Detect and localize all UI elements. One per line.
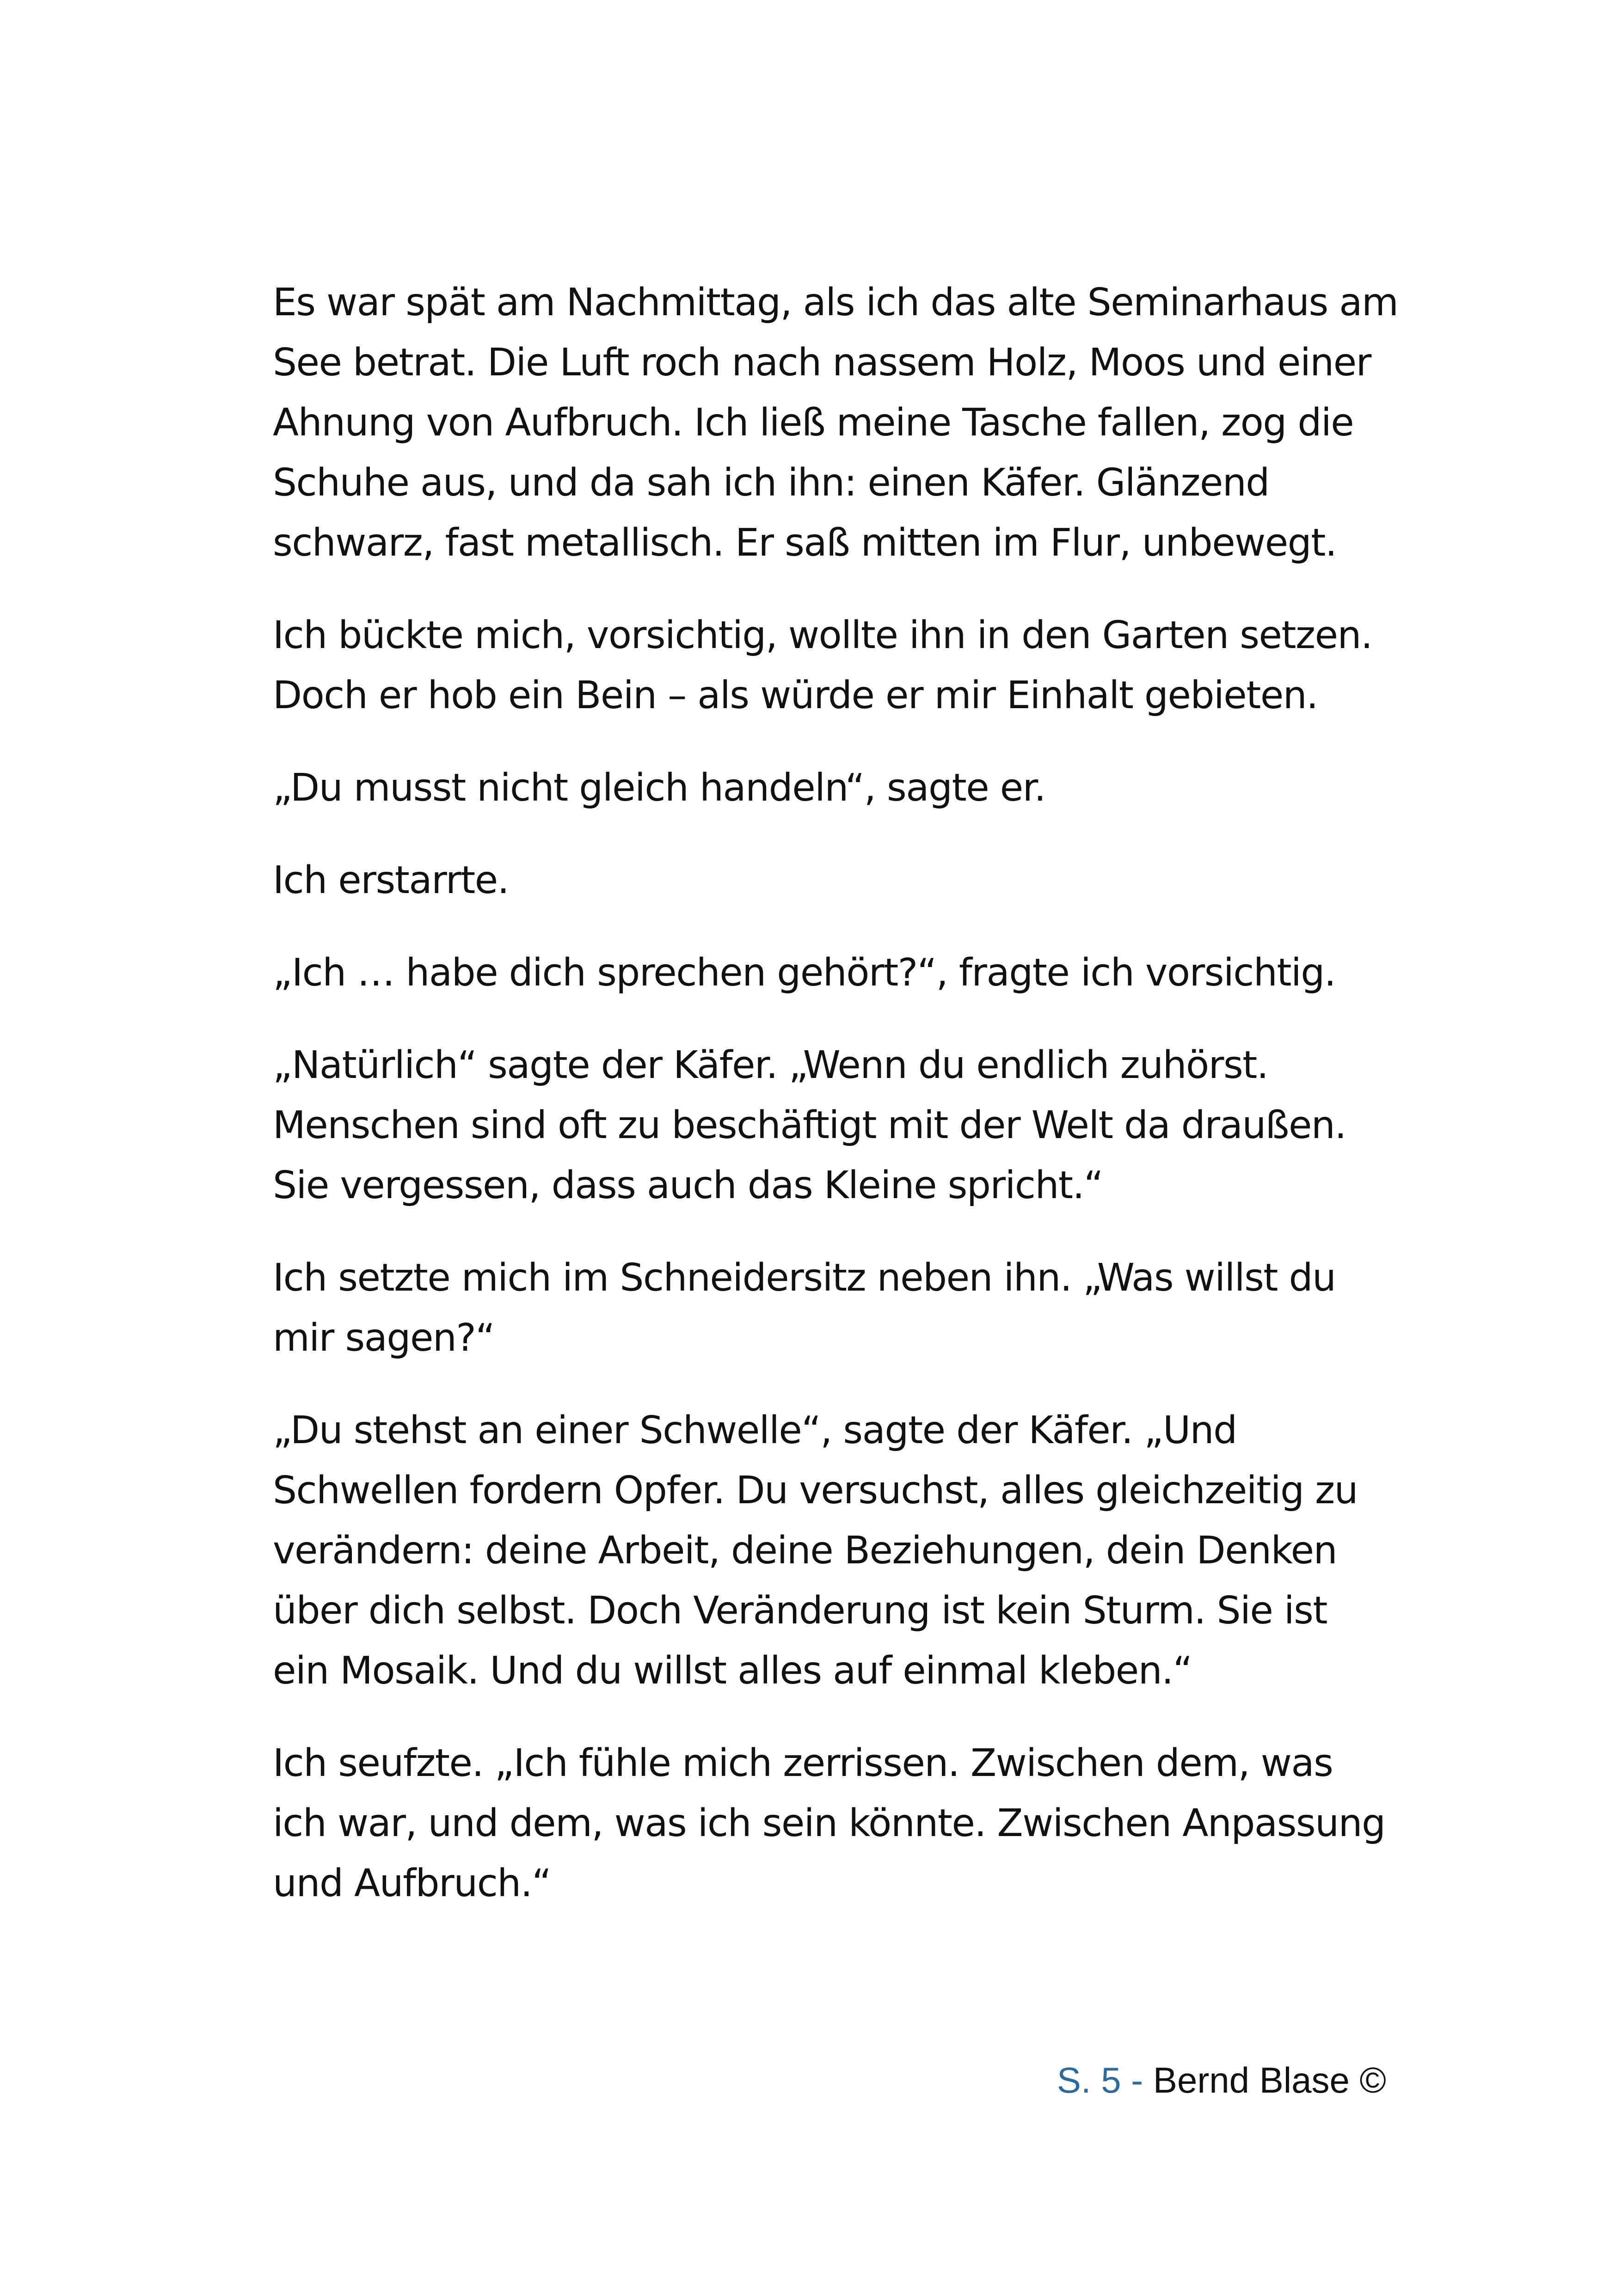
text-line: Schwellen fordern Opfer. Du versuchst, alles gleichzeitig zu — [273, 1469, 1358, 1512]
text-line: und Aufbruch.“ — [273, 1861, 551, 1905]
author-copyright: Bernd Blase © — [1153, 2060, 1386, 2100]
text-line: „Du musst nicht gleich handeln“, sagte er. — [273, 766, 1045, 810]
text-line: Ich setzte mich im Schneidersitz neben ihn. „Was willst du — [273, 1256, 1336, 1300]
text-line: Doch er hob ein Bein – als würde er mir Einhalt gebieten. — [273, 673, 1318, 717]
text-line: Sie vergessen, dass auch das Kleine spricht.“ — [273, 1163, 1103, 1207]
text-line: Ich seufzte. „Ich fühle mich zerrissen. Zwischen dem, was — [273, 1741, 1333, 1785]
text-line: Ich bückte mich, vorsichtig, wollte ihn in den Garten setzen. — [273, 613, 1372, 657]
text-line: Schuhe aus, und da sah ich ihn: einen Käfer. Glänzend — [273, 461, 1269, 505]
text-line: „Du stehst an einer Schwelle“, sagte der Käfer. „Und — [273, 1408, 1237, 1452]
page-number: S. 5 - — [1057, 2060, 1153, 2100]
text-line: „Ich … habe dich sprechen gehört?“, fragte ich vorsichtig. — [273, 951, 1336, 995]
text-line: ein Mosaik. Und du willst alles auf einmal kleben.“ — [273, 1649, 1192, 1693]
text-line: mir sagen?“ — [273, 1316, 495, 1360]
text-line: Menschen sind oft zu beschäftigt mit der Welt da draußen. — [273, 1103, 1346, 1147]
page-footer — [1057, 2057, 1386, 2103]
text-line: ich war, und dem, was ich sein könnte. Zwischen Anpassung — [273, 1801, 1385, 1845]
text-line: „Natürlich“ sagte der Käfer. „Wenn du endlich zuhörst. — [273, 1043, 1268, 1087]
text-line: See betrat. Die Luft roch nach nassem Holz, Moos und einer — [273, 341, 1371, 385]
text-line: schwarz, fast metallisch. Er saß mitten im Flur, unbewegt. — [273, 521, 1337, 565]
text-line: Es war spät am Nachmittag, als ich das alte Seminarhaus am — [273, 281, 1398, 325]
text-line: Ich erstarrte. — [273, 858, 509, 902]
text-line: über dich selbst. Doch Veränderung ist kein Sturm. Sie ist — [273, 1589, 1327, 1633]
text-line: Ahnung von Aufbruch. Ich ließ meine Tasche fallen, zog die — [273, 401, 1354, 445]
text-line: verändern: deine Arbeit, deine Beziehungen, dein Denken — [273, 1529, 1337, 1573]
